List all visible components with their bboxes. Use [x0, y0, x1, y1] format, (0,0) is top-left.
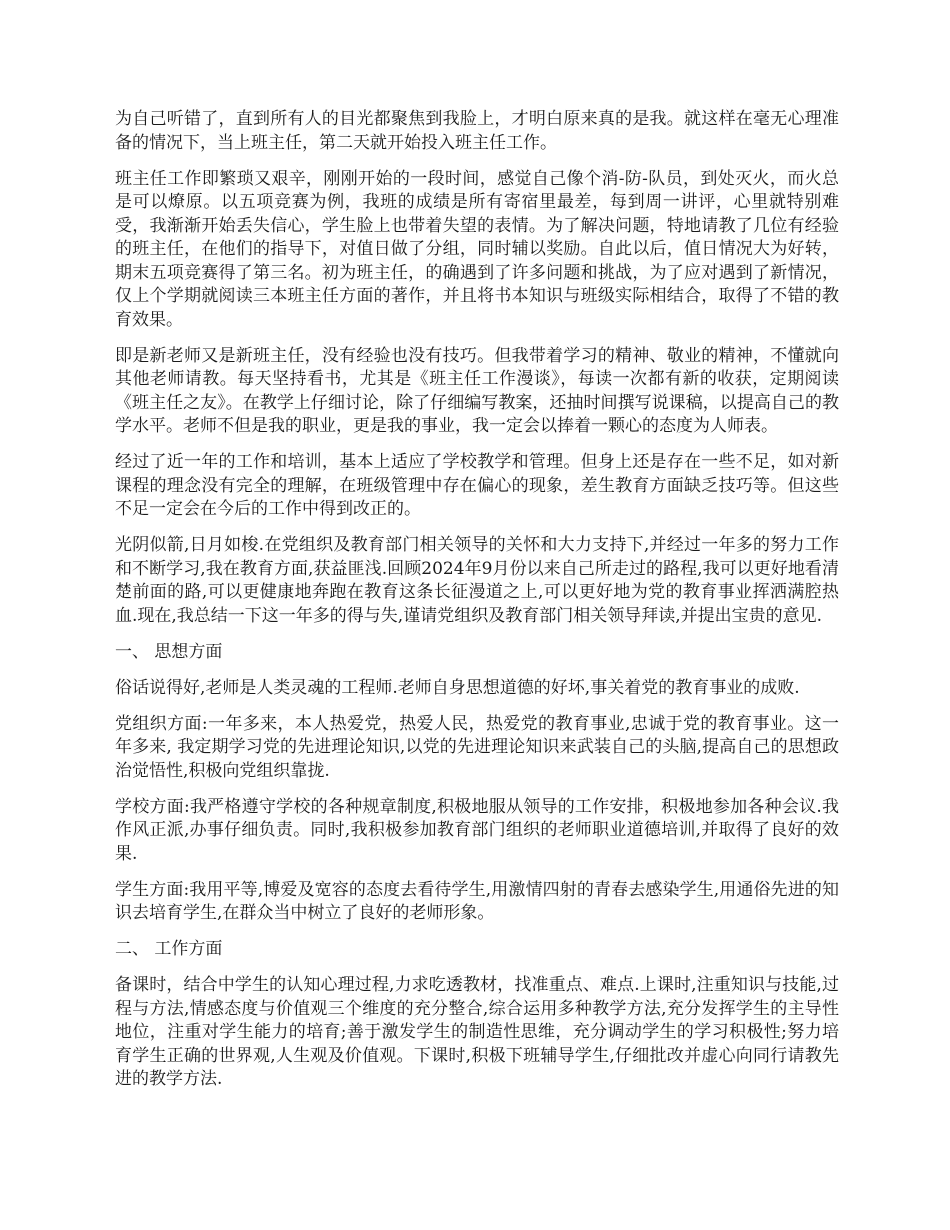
- paragraph-school: 学校方面:我严格遵守学校的各种规章制度,积极地服从领导的工作安排，积极地参加各种会议.我作风正派,办事仔细负责。同时,我积极参加教育部门组织的老师职业道德培训,并取得了良好的效果.: [115, 796, 839, 864]
- paragraph-teaching: 备课时，结合中学生的认知心理过程,力求吃透教材，找准重点、难点.上课时,注重知识与技能,过程与方法,情感态度与价值观三个维度的充分整合,综合运用多种教学方法,充分发挥学生的主导性地位，注重对学生能力的培育;善于激发学生的制造性思维，充分调动学生的学习积极性;努力培育学生正确的世界观,人生观及价值观。下课时,积极下班辅导学生,仔细批改并虚心向同行请教先进的教学方法.: [115, 975, 839, 1089]
- paragraph-appointment: 为自己听错了，直到所有人的目光都聚焦到我脸上，才明白原来真的是我。就这样在毫无心理准备的情况下，当上班主任，第二天就开始投入班主任工作。: [115, 109, 839, 153]
- section-heading-work: 二、 工作方面: [115, 939, 223, 959]
- document-body: [115, 108, 839, 1104]
- paragraph-review-intro: 光阴似箭,日月如梭.在党组织及教育部门相关领导的关怀和大力支持下,并经过一年多的努力工作和不断学习,我在教育方面,获益匪浅.回顾2024年9月份以来自己所走过的路程,我可以更好地看清楚前面的路,可以更健康地奔跑在教育这条长征漫道之上,可以更好地为党的教育事业挥洒满腔热血.现在,我总结一下这一年多的得与失,谨请党组织及教育部门相关领导拜读,并提出宝贵的意见.: [115, 535, 839, 626]
- paragraph-shortcomings: 经过了近一年的工作和培训，基本上适应了学校教学和管理。但身上还是存在一些不足，如对新课程的理念没有完全的理解，在班级管理中存在偏心的现象，差生教育方面缺乏技巧等。但这些不足一定会在今后的工作中得到改正的。: [115, 452, 839, 519]
- paragraph-class-work: 班主任工作即繁琐又艰辛，刚刚开始的一段时间，感觉自己像个消-防-队员，到处灭火，而火总是可以燎原。以五项竞赛为例，我班的成绩是所有寄宿里最差，每到周一讲评，心里就特别难受，我渐渐开始丢失信心，学生脸上也带着失望的表情。为了解决问题，特地请教了几位有经验的班主任，在他们的指导下，对值日做了分组，同时辅以奖励。自此以后，值日情况大为好转，期末五项竞赛得了第三名。初为班主任，的确遇到了许多问题和挑战，为了应对遇到了新情况，仅上个学期就阅读三本班主任方面的著作，并且将书本知识与班级实际相结合，取得了不错的教育效果。: [115, 168, 839, 330]
- paragraph-students: 学生方面:我用平等,博爱及宽容的态度去看待学生,用激情四射的青春去感染学生,用通俗先进的知识去培育学生,在群众当中树立了良好的老师形象。: [115, 879, 839, 923]
- paragraph-party: 党组织方面:一年多来，本人热爱党，热爱人民，热爱党的教育事业,忠诚于党的教育事业。这一年多来, 我定期学习党的先进理论知识,以党的先进理论知识来武装自己的头脑,提高自己的思想政治觉悟性,积极向党组织靠拢.: [115, 713, 839, 781]
- paragraph-learning: 即是新老师又是新班主任，没有经验也没有技巧。但我带着学习的精神、敬业的精神，不懂就向其他老师请教。每天坚持看书，尤其是《班主任工作漫谈》，每读一次都有新的收获，定期阅读《班主任之友》。在教学上仔细讨论，除了仔细编写教案，还抽时间撰写说课稿，以提高自己的教学水平。老师不但是我的职业，更是我的事业，我一定会以捧着一颗心的态度为人师表。: [115, 345, 839, 436]
- paragraph-saying: 俗话说得好,老师是人类灵魂的工程师.老师自身思想道德的好坏,事关着党的教育事业的成败.: [115, 677, 800, 698]
- section-heading-ideology: 一、 思想方面: [115, 641, 223, 662]
